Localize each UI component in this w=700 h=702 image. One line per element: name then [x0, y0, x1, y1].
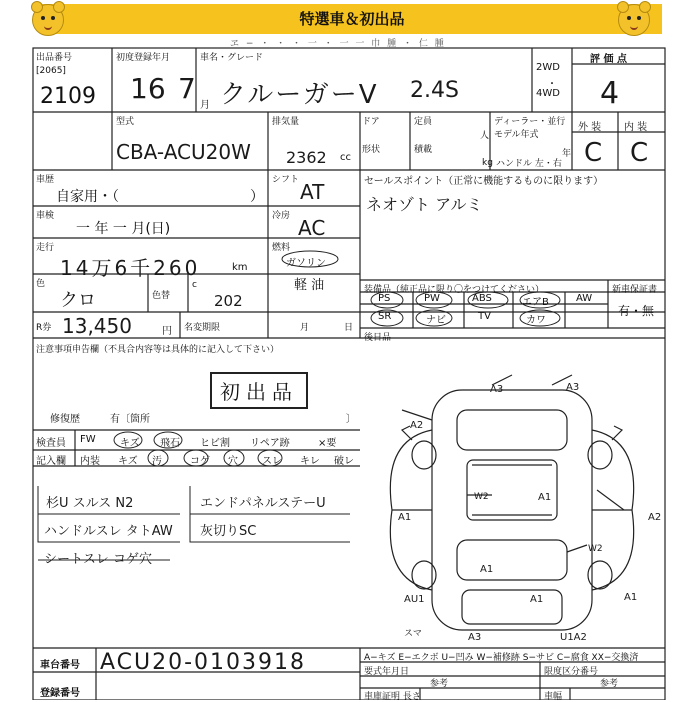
equipment-circles [362, 290, 612, 330]
header-fragment: ヱ − ・ ・ ・ 一 ・ 一 一 巾 腫 ・ 仁 腫 [230, 39, 446, 49]
history-value: 自家用・（ [56, 189, 119, 205]
fuel-gasoline: ガソリン [286, 258, 326, 269]
recycle-label: R券 [36, 323, 52, 333]
new-warranty-value: 有・無 [618, 304, 655, 318]
inspector-circles [100, 431, 400, 467]
inspector-scratch: キズ [120, 438, 140, 449]
first-reg-month-unit: 月 [200, 100, 210, 111]
damage-mark: A2 [410, 420, 424, 431]
damage-mark: A3 [490, 384, 504, 395]
equip-aw: AW [576, 293, 593, 304]
equip-ps: PS [378, 293, 391, 304]
interior-grade: C [630, 138, 649, 168]
displacement-unit: cc [340, 152, 351, 163]
damage-mark: W2 [588, 544, 603, 554]
interior-label: 内 装 [624, 122, 648, 133]
damage-mark: A3 [566, 382, 580, 393]
damage-mark: A1 [538, 492, 552, 503]
damage-mark: AU1 [404, 594, 425, 605]
remark-line1a: 杉U スルス N2 [46, 496, 134, 511]
remark-line2a: ハンドルスレ タトAW [44, 524, 173, 539]
model-label: 型式 [116, 117, 135, 127]
damage-mark: U1A2 [560, 632, 587, 643]
history-label: 車歴 [36, 175, 55, 185]
entry-scratch: キズ [118, 456, 138, 467]
inspector-chip: 飛石 [160, 438, 180, 449]
equipment-label: 装備品（純正品に限り〇をつけてください） [364, 285, 545, 295]
dealer-handle: ハンドル 左・右 [496, 159, 562, 169]
entry-label: 記入欄 [36, 456, 66, 467]
notes-label: 注意事項申告欄（不具合内容等は具体的に記入して下さい） [36, 345, 280, 355]
repair-label: 修復歴 [50, 414, 80, 425]
damage-mark: W2 [474, 492, 489, 502]
shape-label: 形状 [362, 145, 381, 155]
inspector-repair: リペア跡 [250, 438, 290, 449]
inspector-crack: ヒビ割 [200, 438, 230, 449]
legend-bottom2: 車幅 [544, 692, 563, 702]
inspector-needs: ×要 [318, 438, 337, 449]
entry-tear: 破レ [334, 456, 354, 467]
equip-navi: ナビ [426, 315, 446, 326]
ac-value: AC [298, 216, 326, 240]
dealer-label: ディーラー・並行 [494, 117, 566, 127]
equip-pw: PW [424, 293, 440, 304]
header-title: 特選車＆初出品 [299, 10, 405, 28]
repair-value: 有〔箇所 [110, 414, 150, 425]
dealer-model-year: モデル年式 [494, 130, 539, 140]
sales-point-label: セールスポイント（正常に機能するものに限ります） [364, 176, 604, 187]
damage-legend: A−キズ E−エクボ U−凹み W−補修跡 S−サビ C−腐食 XX−交換済 [364, 653, 639, 663]
recycle-value: 13,450 [62, 314, 132, 338]
first-listing-stamp: 初出品 [210, 372, 308, 409]
chassis-label: 車台番号 [40, 660, 80, 671]
fuel-circle [280, 249, 340, 269]
capacity-label: 定員 [414, 117, 433, 127]
color-code-label: c [192, 280, 197, 290]
remark-brackets [30, 480, 360, 570]
legend-ref2b: 参考 [600, 679, 619, 689]
equip-tv: TV [478, 311, 491, 322]
color-code: 202 [214, 292, 243, 310]
dealer-year-unit: 年 [562, 149, 572, 159]
fuel-diesel: 軽 油 [294, 278, 325, 293]
new-warranty-label: 新車保証書 [612, 285, 658, 295]
color-label: 色 [36, 279, 46, 289]
name-change-day: 日 [344, 323, 354, 333]
color-change-label: 色替 [152, 291, 171, 301]
entry-dirt: 汚 [152, 456, 162, 467]
legend-ref1b: 参考 [430, 679, 449, 689]
damage-mark: A1 [530, 594, 544, 605]
inspector-label: 検査員 [36, 438, 66, 449]
sales-point-value: ネオゾト アルミ [366, 195, 483, 214]
damage-mark: A3 [468, 632, 482, 643]
remark-line3: シートスレ コゲ穴 [44, 552, 153, 567]
legend-bottom: 車庫証明 長さ [364, 692, 421, 702]
remark-line1b: エンドパネルステーU [200, 496, 326, 511]
shift-value: AT [300, 180, 325, 204]
doors-label: ドア [362, 117, 380, 127]
inspection-label: 車検 [36, 211, 55, 221]
fuel-label: 燃料 [272, 243, 291, 253]
ac-label: 冷房 [272, 211, 291, 221]
exterior-label: 外 装 [578, 122, 602, 133]
after-label: 後日品 [364, 333, 392, 343]
registration-label: 登録番号 [40, 688, 80, 699]
recycle-unit: 円 [162, 326, 172, 337]
equip-leather: カワ [526, 315, 546, 326]
capacity-unit: 人 [480, 131, 490, 141]
drive-2wd: 2WD [536, 62, 560, 73]
legend-ref2: 限度区分番号 [544, 667, 599, 677]
displacement-value: 2362 [286, 148, 327, 167]
drive-dot: ・ [547, 79, 557, 90]
repair-close: 〕 [346, 414, 356, 425]
entry-cut: キレ [300, 456, 320, 467]
inspector-fw: FW [80, 434, 96, 445]
rating-value: 4 [600, 76, 620, 111]
lot-small-number: [2065] [36, 66, 66, 76]
equip-sr: SR [378, 311, 392, 322]
damage-mark: A2 [648, 512, 662, 523]
name-change-month: 月 [300, 323, 310, 333]
first-reg-year: 16 [130, 72, 166, 105]
mileage-unit: km [232, 262, 248, 273]
damage-mark: A1 [624, 592, 638, 603]
shift-label: シフト [272, 175, 300, 185]
first-reg-label: 初度登録年月 [116, 53, 171, 63]
name-grade: 2.4S [410, 78, 459, 103]
damage-mark: スマ [404, 629, 422, 639]
lot-number: 2109 [40, 84, 96, 109]
mileage-label: 走行 [36, 243, 55, 253]
inspection-value: 一 年 一 月(日) [76, 221, 171, 237]
legend-ref1: 要式年月日 [364, 667, 410, 677]
drive-4wd: 4WD [536, 88, 560, 99]
damage-mark: A1 [398, 512, 412, 523]
model-value: CBA-ACU20W [116, 140, 251, 164]
equip-airbag: エアB [522, 297, 549, 308]
history-close: ） [250, 189, 264, 205]
first-reg-month: 7 [178, 72, 196, 105]
load-unit: kg [482, 158, 493, 168]
entry-hole: 穴 [228, 456, 238, 467]
name-change-label: 名変期限 [184, 323, 221, 333]
exterior-grade: C [584, 138, 603, 168]
mileage-value: 14万6千260 [60, 256, 201, 280]
remark-line2b: 灰切りSC [200, 524, 257, 539]
name-label: 車名・グレード [200, 53, 264, 63]
rating-label: 評 価 点 [590, 54, 627, 65]
equip-abs: ABS [472, 293, 492, 304]
displacement-label: 排気量 [272, 117, 300, 127]
lot-label: 出品番号 [36, 53, 73, 63]
entry-interior: 内装 [80, 456, 100, 467]
damage-mark: A1 [480, 564, 494, 575]
load-label: 積載 [414, 145, 433, 155]
entry-burn: コゲ [190, 456, 210, 467]
entry-rub: スレ [262, 456, 282, 467]
name-value: クルーガーV [220, 80, 379, 110]
chassis-value: ACU20-0103918 [100, 650, 307, 675]
color-value: クロ [60, 290, 96, 311]
car-body-diagram [362, 370, 662, 650]
